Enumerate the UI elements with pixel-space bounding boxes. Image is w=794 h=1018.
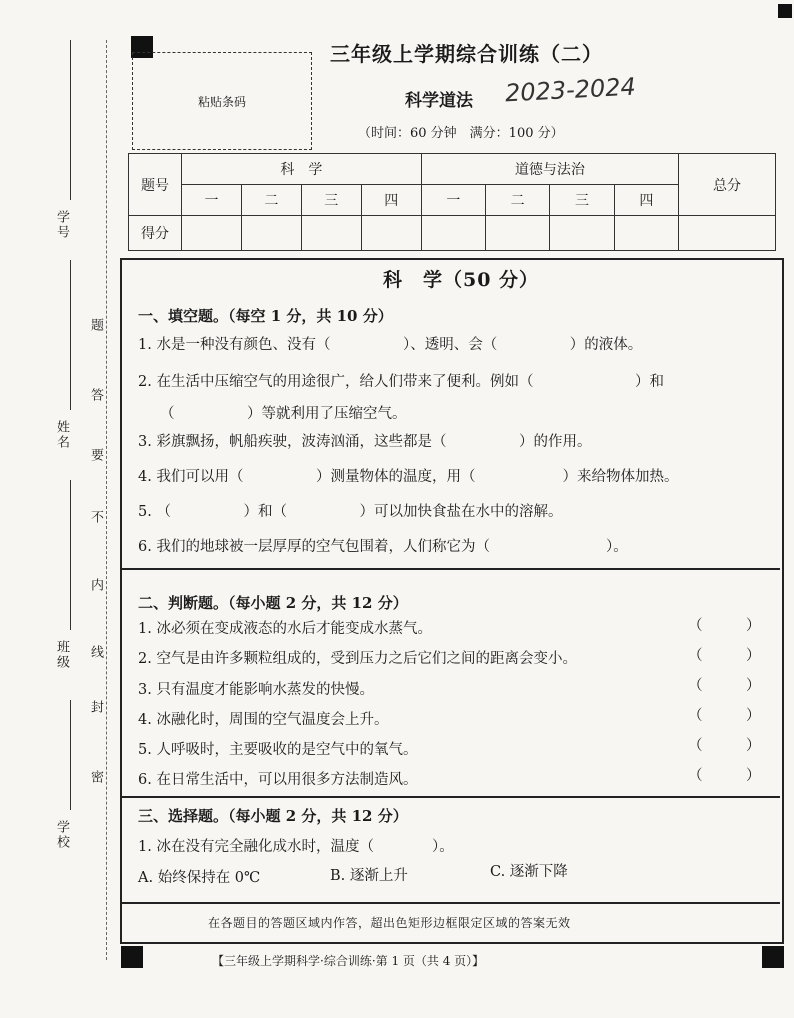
judge-question-4: 4. 冰融化时，周围的空气温度会上升。 <box>138 712 389 728</box>
field-line-student-id <box>70 40 71 200</box>
score-cell[interactable] <box>301 216 361 251</box>
section3-heading: 三、选择题。（每小题 2 分，共 12 分） <box>138 807 408 825</box>
field-line-school <box>70 700 71 810</box>
judge-answer-5[interactable]: （ ） <box>688 738 761 754</box>
col-moral-2: 二 <box>486 185 550 216</box>
score-cell[interactable] <box>550 216 614 251</box>
binding-warning-char: 封 <box>88 700 103 715</box>
field-label-school: 学校 <box>54 820 69 850</box>
judge-answer-2[interactable]: （ ） <box>688 648 761 664</box>
section-divider <box>122 796 780 798</box>
page-footer: 【三年级上学期科学·综合训练·第 1 页（共 4 页）】 <box>212 954 485 968</box>
field-line-class <box>70 480 71 630</box>
field-line-name <box>70 260 71 410</box>
total-label: 总分 <box>679 154 776 216</box>
judge-question-5: 5. 人呼吸时，主要吸收的是空气中的氧气。 <box>138 742 418 758</box>
barcode-label: 粘贴条码 <box>197 94 246 109</box>
binding-fold-line <box>106 40 107 960</box>
col-moral-3: 三 <box>550 185 614 216</box>
score-cell[interactable] <box>361 216 421 251</box>
section2-heading: 二、判断题。（每小题 2 分，共 12 分） <box>138 594 408 612</box>
fill-question-3[interactable]: 3. 彩旗飘扬，帆船疾驶，波涛汹涌，这些都是（ ）的作用。 <box>138 434 592 450</box>
score-cell[interactable] <box>486 216 550 251</box>
section-divider <box>122 568 780 570</box>
score-cell[interactable] <box>421 216 485 251</box>
judge-question-2: 2. 空气是由许多颗粒组成的，受到压力之后它们之间的距离会变小。 <box>138 651 577 667</box>
col-science-1: 一 <box>182 185 242 216</box>
choice-option-c[interactable]: C. 逐渐下降 <box>490 864 568 880</box>
handwritten-year: 2023-2024 <box>504 72 637 108</box>
binding-warning-char: 线 <box>88 645 103 660</box>
row-label-score: 得分 <box>129 216 182 251</box>
judge-answer-3[interactable]: （ ） <box>688 678 761 694</box>
judge-answer-4[interactable]: （ ） <box>688 708 761 724</box>
answer-area-notice: 在各题目的答题区域内作答，超出色矩形边框限定区域的答案无效 <box>208 916 571 930</box>
judge-question-3: 3. 只有温度才能影响水蒸发的快慢。 <box>138 682 374 698</box>
science-title: 科 学（50 分） <box>383 269 540 291</box>
field-label-class: 班级 <box>54 640 69 670</box>
col-science-3: 三 <box>301 185 361 216</box>
fill-question-4[interactable]: 4. 我们可以用（ ）测量物体的温度，用（ ）来给物体加热。 <box>138 469 679 485</box>
field-label-student-id: 学号 <box>54 210 69 240</box>
col-science-4: 四 <box>361 185 421 216</box>
section-divider <box>122 902 780 904</box>
score-cell[interactable] <box>614 216 678 251</box>
binding-warning-char: 题 <box>88 318 103 333</box>
col-science-2: 二 <box>241 185 301 216</box>
group-science: 科 学 <box>182 154 422 185</box>
fill-question-6[interactable]: 6. 我们的地球被一层厚厚的空气包围着，人们称它为（ ）。 <box>138 539 628 555</box>
binding-warning-char: 内 <box>88 578 103 593</box>
binding-warning-char: 要 <box>88 448 103 463</box>
judge-answer-6[interactable]: （ ） <box>688 768 761 784</box>
fill-question-5[interactable]: 5. （ ）和（ ）可以加快食盐在水中的溶解。 <box>138 504 563 520</box>
fill-question-2-cont[interactable]: （ ）等就利用了压缩空气。 <box>160 406 407 422</box>
col-moral-4: 四 <box>614 185 678 216</box>
total-score-cell[interactable] <box>679 216 776 251</box>
col-moral-1: 一 <box>421 185 485 216</box>
binding-warning-char: 答 <box>88 388 103 403</box>
score-table <box>128 153 776 251</box>
binding-warning-char: 密 <box>88 770 103 785</box>
barcode-placeholder <box>132 52 312 150</box>
exam-title: 三年级上学期综合训练（二） <box>330 42 603 66</box>
judge-question-6: 6. 在日常生活中，可以用很多方法制造风。 <box>138 772 418 788</box>
binding-warning-char: 不 <box>88 510 103 525</box>
judge-question-1: 1. 冰必须在变成液态的水后才能变成水蒸气。 <box>138 621 432 637</box>
fill-question-1[interactable]: 1. 水是一种没有颜色、没有（ ）、透明、会（ ）的液体。 <box>138 337 643 353</box>
field-label-name: 姓名 <box>54 420 69 450</box>
judge-answer-1[interactable]: （ ） <box>688 618 761 634</box>
registration-mark-bottom-left <box>121 946 143 968</box>
row-label-question: 题号 <box>129 154 182 216</box>
group-moral: 道德与法治 <box>421 154 678 185</box>
exam-subject: 科学道法 <box>405 91 473 111</box>
registration-mark-top-right <box>778 4 792 18</box>
fill-question-2[interactable]: 2. 在生活中压缩空气的用途很广，给人们带来了便利。例如（ ）和 <box>138 374 664 390</box>
registration-mark-bottom-right <box>762 946 784 968</box>
choice-question-1[interactable]: 1. 冰在没有完全融化成水时，温度（ ）。 <box>138 839 454 855</box>
exam-time-score: （时间：60 分钟 满分：100 分） <box>358 126 564 141</box>
choice-option-a[interactable]: A. 始终保持在 0℃ <box>138 870 261 886</box>
choice-option-b[interactable]: B. 逐渐上升 <box>330 868 408 884</box>
section1-heading: 一、填空题。（每空 1 分，共 10 分） <box>138 307 393 325</box>
score-cell[interactable] <box>182 216 242 251</box>
score-cell[interactable] <box>241 216 301 251</box>
